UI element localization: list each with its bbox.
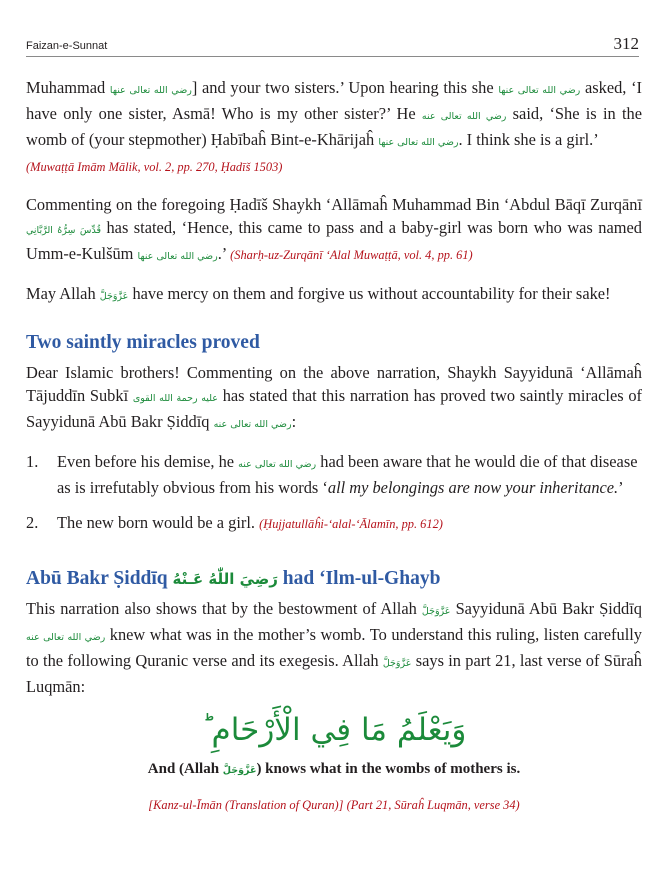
text: has stated, ‘Hence, this came to pass and a baby-girl was born who was named Umm-e-Kulšūm bbox=[26, 218, 642, 263]
list-number: 1. bbox=[26, 452, 39, 471]
text: had ‘Ilm-ul-Ghayb bbox=[282, 568, 441, 589]
honorific-raziyallah-anha: رضي الله تعالى عنها bbox=[109, 85, 192, 96]
section-heading-saintly-miracles: Two saintly miracles proved bbox=[26, 332, 260, 353]
page-content bbox=[26, 76, 642, 817]
text: Even before his demise, he bbox=[57, 452, 235, 471]
text: has stated that this narration has proved two saintly miracles of Sayyidunā Abū Bakr Ṣiddīq bbox=[26, 386, 642, 431]
list-number: 2. bbox=[26, 513, 39, 532]
text: knew what was in the mother’s womb. To understand this ruling, listen carefully to the following Quranic verse and its exegesis. Allah bbox=[26, 625, 642, 670]
text: And (Allah bbox=[147, 761, 220, 777]
paragraph-3 bbox=[26, 282, 642, 308]
section-2-body bbox=[26, 597, 642, 698]
verse-translation bbox=[26, 758, 642, 782]
honorific-alaihi-rahmah: عليه رحمة الله القوى bbox=[132, 393, 218, 404]
honorific-azza-wa-jalla: عَزَّوَجَلَّ bbox=[99, 291, 129, 302]
text: The new born would be a girl. bbox=[57, 513, 256, 532]
honorific-raziyallah-anha: رضي الله تعالى عنها bbox=[137, 251, 218, 262]
section-heading-ilm-ul-ghayb bbox=[26, 568, 642, 590]
section-1-intro bbox=[26, 361, 642, 436]
quranic-verse: وَيَعْلَمُ مَا فِي الْأَرْحَامِ ؕ bbox=[201, 712, 467, 748]
miracles-list bbox=[26, 450, 642, 536]
paragraph-1 bbox=[26, 76, 642, 179]
text: asked, ‘I have only one sister, Asmā! Who is my other sister?’ He bbox=[26, 78, 642, 123]
reference-citation: (Sharḥ-uz-Zurqānī ‘Alal Muwaṭṭā, vol. 4, pp. 61) bbox=[230, 248, 473, 262]
honorific-azza-wa-jalla: عَزَّوَجَلَّ bbox=[382, 658, 412, 669]
text: Muhammad bbox=[26, 78, 106, 97]
honorific-raziyallah-anha: رضي الله تعالى عنها bbox=[378, 137, 459, 148]
honorific-raziyallah-anhu: رضي الله تعالى عنه bbox=[26, 632, 106, 643]
reference-citation: (Muwaṭṭā Imām Mālik, vol. 2, pp. 270, Ḥadīš 1503) bbox=[26, 160, 283, 174]
honorific-azza-wa-jalla: عَزَّوَجَلَّ bbox=[421, 606, 451, 617]
honorific-raziyallah-anhu: رضي الله تعالى عنه bbox=[421, 111, 507, 122]
translation-reference bbox=[26, 792, 642, 817]
list-item bbox=[26, 450, 642, 499]
text: Dear Islamic brothers! Commenting on the above narration, Shaykh Sayyidunā ‘Allāmaĥ Tājuddīn Subkī bbox=[26, 363, 642, 405]
italic-quote: all my belongings are now your inheritance. bbox=[327, 478, 619, 497]
paragraph-2 bbox=[26, 193, 642, 268]
text: . I think she is a girl.’ bbox=[458, 130, 599, 149]
text: This narration also shows that by the bestowment of Allah bbox=[26, 599, 417, 618]
text: said, ‘She is in the womb of (your stepmother) Ḥabībaĥ Bint-e-Khārijaĥ bbox=[26, 104, 642, 149]
text: ’ bbox=[618, 478, 624, 497]
text: : bbox=[291, 412, 297, 431]
honorific-azza-wa-jalla: عَزَّوَجَلَّ bbox=[222, 765, 257, 776]
honorific-raziyallah-anhu-large: رَضِيَ اللّٰهُ عَـنْهُ bbox=[172, 570, 278, 588]
reference-citation: (Ḥujjatullāĥi-‘alal-‘Ālamīn, pp. 612) bbox=[259, 517, 443, 531]
reference-citation: [Kanz-ul-Īmān (Translation of Quran)] (Part 21, Sūraĥ Luqmān, verse 34) bbox=[148, 798, 520, 812]
text: .’ bbox=[217, 244, 227, 263]
text: ] and your two sisters.’ Upon hearing this she bbox=[191, 78, 494, 97]
text: Sayyidunā Abū Bakr Ṣiddīq bbox=[455, 599, 642, 618]
running-header bbox=[26, 30, 639, 57]
text: says in part 21, last verse of Sūraĥ Luqmān: bbox=[26, 651, 642, 696]
text: May Allah bbox=[26, 284, 96, 303]
text: ) knows what in the wombs of mothers is. bbox=[256, 761, 521, 777]
book-title: Faizan-e-Sunnat bbox=[26, 40, 108, 52]
honorific-raziyallah-anhu: رضي الله تعالى عنه bbox=[238, 459, 317, 470]
text: Abū Bakr Ṣiddīq bbox=[26, 568, 168, 589]
honorific-quddisa-sirruhu: قُدِّسَ سِرُّهُ الرَّبَّانِي bbox=[26, 225, 101, 236]
text: have mercy on them and forgive us without accountability for their sake! bbox=[132, 284, 611, 303]
list-item bbox=[26, 511, 642, 536]
honorific-raziyallah-anha: رضي الله تعالى عنها bbox=[498, 85, 581, 96]
text: Commenting on the foregoing Ḥadīš Shaykh ‘Allāmaĥ Muhammad Bin ‘Abdul Bāqī Zurqānī bbox=[26, 195, 642, 214]
honorific-raziyallah-anhu: رضي الله تعالى عنه bbox=[213, 419, 292, 430]
page-number: 312 bbox=[613, 34, 639, 53]
text: had been aware that he would die of that disease as is irrefutably obvious from his words ‘ bbox=[57, 452, 638, 497]
